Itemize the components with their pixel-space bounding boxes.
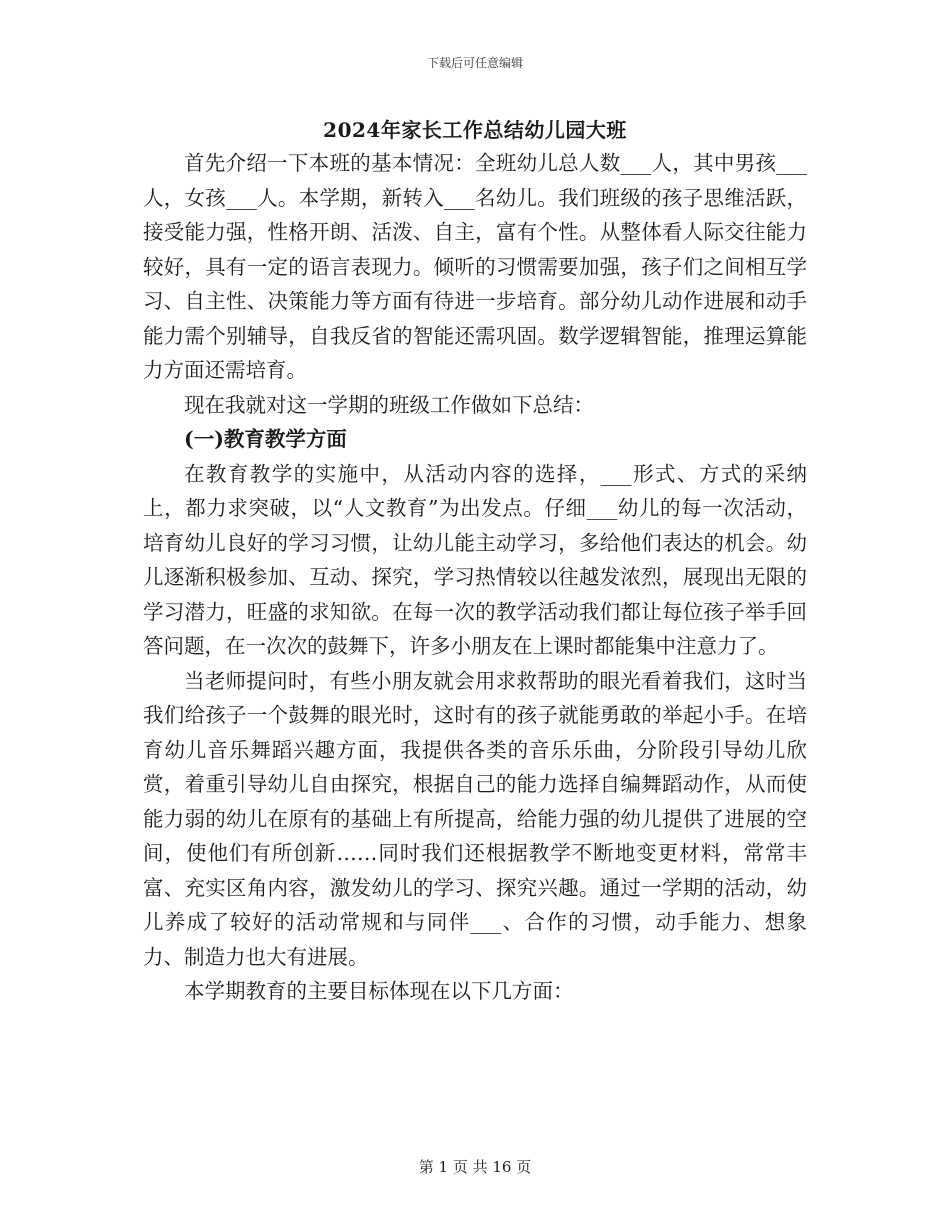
document-body bbox=[143, 146, 807, 1009]
paragraph-class-overview: 首先介绍一下本班的基本情况：全班幼儿总人数___人，其中男孩___人，女孩___人。本学期，新转入___名幼儿。我们班级的孩子思维活跃，接受能力强，性格开朗、活泼、自主，富有个性。从整体看人际交往能力较好，具有一定的语言表现力。倾听的习惯需要加强，孩子们之间相互学习、自主性、决策能力等方面有待进一步培育。部分幼儿动作进展和动手能力需个别辅导，自我反省的智能还需巩固。数学逻辑智能，推理运算能力方面还需培育。 bbox=[143, 151, 807, 382]
section-heading-teaching: (一)教育教学方面 bbox=[184, 427, 347, 451]
paragraph-encouragement: 当老师提问时，有些小朋友就会用求救帮助的眼光看着我们，这时当我们给孩子一个鼓舞的眼光时，这时有的孩子就能勇敢的举起小手。在培育幼儿音乐舞蹈兴趣方面，我提供各类的音乐乐曲，分阶段引导幼儿欣赏，着重引导幼儿自由探究，根据自己的能力选择自编舞蹈动作，从而使能力弱的幼儿在原有的基础上有所提高，给能力强的幼儿提供了进展的空间，使他们有所创新……同时我们还根据教学不断地变更材料，常常丰富、充实区角内容，激发幼儿的学习、探究兴趣。通过一学期的活动，幼儿养成了较好的活动常规和与同伴___、合作的习惯，动手能力、想象力、制造力也大有进展。 bbox=[143, 668, 807, 969]
page-footer: 第 1 页 共 16 页 bbox=[418, 1158, 532, 1176]
header-note: 下载后可任意编辑 bbox=[426, 56, 523, 70]
paragraph-summary-intro: 现在我就对这一学期的班级工作做如下总结： bbox=[184, 392, 594, 417]
paragraph-goals-intro: 本学期教育的主要目标体现在以下几方面： bbox=[184, 979, 574, 1003]
paragraph-teaching-practice: 在教育教学的实施中，从活动内容的选择，___形式、方式的采纳上，都力求突破，以“人文教育”为出发点。仔细___幼儿的每一次活动，培育幼儿良好的学习习惯，让幼儿能主动学习，多给他们表达的机会。幼儿逐渐积极参加、互动、探究，学习热情较以往越发浓烈，展现出无限的学习潜力，旺盛的求知欲。在每一次的教学活动我们都让每位孩子举手回答问题，在一次次的鼓舞下，许多小朋友在上课时都能集中注意力了。 bbox=[143, 461, 807, 658]
document-title: 2024年家长工作总结幼儿园大班 bbox=[323, 118, 627, 142]
